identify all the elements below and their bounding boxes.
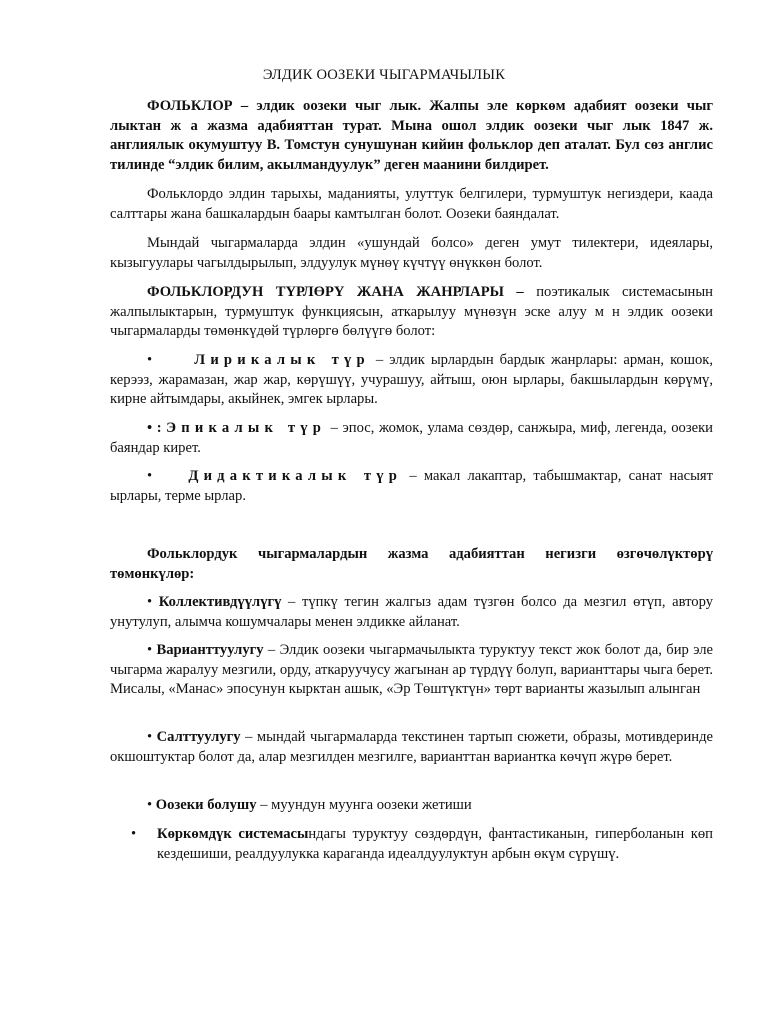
bullet: •: [147, 797, 153, 813]
bullet: •: [147, 729, 153, 745]
feature-text: – Элдик оозеки чыгармачылыкта туруктуу текст жок болот да, бир эле чыгарма жаралуу мезгили, орду, аткаруучусу жагынан ар түрдүү болуп, варианттары чыга берет. Мисалы, «Манас» эпосунун кырктан ашык, «Эр Төштүктүн» төрт варианты жазылып алынган: [110, 642, 713, 698]
genre-item-epic: [110, 419, 713, 458]
page-title: ЭЛДИК ООЗЕКИ ЧЫГАРМАЧЫЛЫК: [262, 67, 506, 83]
bullet: •: [147, 352, 153, 368]
feature-term: Салттуулугу: [156, 729, 241, 745]
genre-term: Дидактикалык түр: [188, 468, 403, 484]
bullet: •: [131, 826, 137, 842]
feature-item-variability: [110, 641, 713, 700]
genres-paragraph: [110, 283, 713, 342]
feature-term: Варианттуулугу: [156, 642, 264, 658]
feature-text: – түпкү тегин жалгыз адам түзгөн болсо да мезгил өтүп, автору унутулуп, алымча кошумчалары менен элдикке айланат.: [110, 594, 713, 630]
feature-item-tradition: [110, 728, 713, 767]
feature-item-collectivity: [110, 593, 713, 632]
bullet: •: [147, 642, 153, 658]
feature-text: – муундун муунга оозеки жетиши: [256, 797, 472, 813]
bullet: • :: [147, 420, 162, 436]
bullet: •: [147, 468, 153, 484]
genre-text: – макал лакаптар, табышмактар, санат насыят ырлары, терме ырлар.: [110, 468, 713, 504]
genre-term: Эпикалык түр: [166, 420, 327, 436]
genres-heading: ФОЛЬКЛОРДУН ТҮРЛӨРҮ ЖАНА ЖАНРЛАРЫ –: [147, 284, 524, 300]
intro-paragraph: ФОЛЬКЛОР – элдик оозеки чыг лык. Жалпы эле көркөм адабият оозеки чыг лыктан ж а жазма адабияттан турат. Мына ошол элдик оозеки чыг лык 1847 ж. англиялык окумуштуу В. Томстун сунушунан кийин фольклор деп аталат. Бул сөз англис тилинде “элдик билим, акылмандуулук” деген маанини билдирет.: [110, 98, 713, 173]
genre-item-didactic: [110, 467, 713, 506]
feature-term: Көркөмдүк системасы: [157, 826, 309, 842]
genres-text: поэтикалык системасынын жалпылыктарын, турмуштук функциясын, аткарылуу мүнөзүн эске алуу м н элдик оозеки чыгармаларды төмөнкүдөй түрлөргө бөлүүгө болот:: [110, 284, 713, 340]
features-heading: Фольклордук чыгармалардын жазма адабияттан негизги өзгөчөлүктөрү төмөнкүлөр:: [110, 546, 713, 582]
feature-item-artistry: [157, 825, 713, 864]
feature-item-orality: [110, 796, 713, 816]
genre-term: Лирикалык түр: [194, 352, 370, 368]
feature-text: – мындай чыгармаларда текстинен тартып сюжети, образы, мотивдеринде окшоштуктар болот да, алар мезгилден мезгилге, варианттан вариантка көчүп жүрө берет.: [110, 729, 713, 765]
genre-text: – эпос, жомок, улама сөздөр, санжыра, миф, легенда, оозеки баяндар кирет.: [110, 420, 713, 456]
hopes-paragraph: Мындай чыгармаларда элдин «ушундай болсо» деген умут тилектери, идеялары, кызыгуулары чагылдырылып, элдуулук мүнөү күчтүү өнүккөн болот.: [110, 235, 713, 271]
bullet: •: [147, 594, 153, 610]
genre-text: – элдик ырлардын бардык жанрлары: арман, кошок, керээз, жарамазан, жар жар, көрүшүү, учурашуу, айтыш, оюн ырлары, бакшылардын көрүмү, кирне айтымдары, акыйнек, эмгек ырлары.: [110, 352, 713, 408]
genre-item-lyric: [110, 351, 713, 410]
feature-text: ндагы туруктуу сөздөрдүн, фантастиканын, гиперболанын көп кездешиши, реалдуулукка караганда идеалдуулуктун арбын өкүм сүрүшү.: [157, 826, 713, 862]
feature-term: Коллективдүүлүгү: [158, 594, 282, 610]
history-paragraph: Фольклордо элдин тарыхы, маданияты, улуттук белгилери, турмуштук негиздери, каада салттары жана башкалардын баары камтылган болот. Оозеки баяндалат.: [110, 186, 713, 222]
feature-term: Оозеки болушу: [155, 797, 257, 813]
